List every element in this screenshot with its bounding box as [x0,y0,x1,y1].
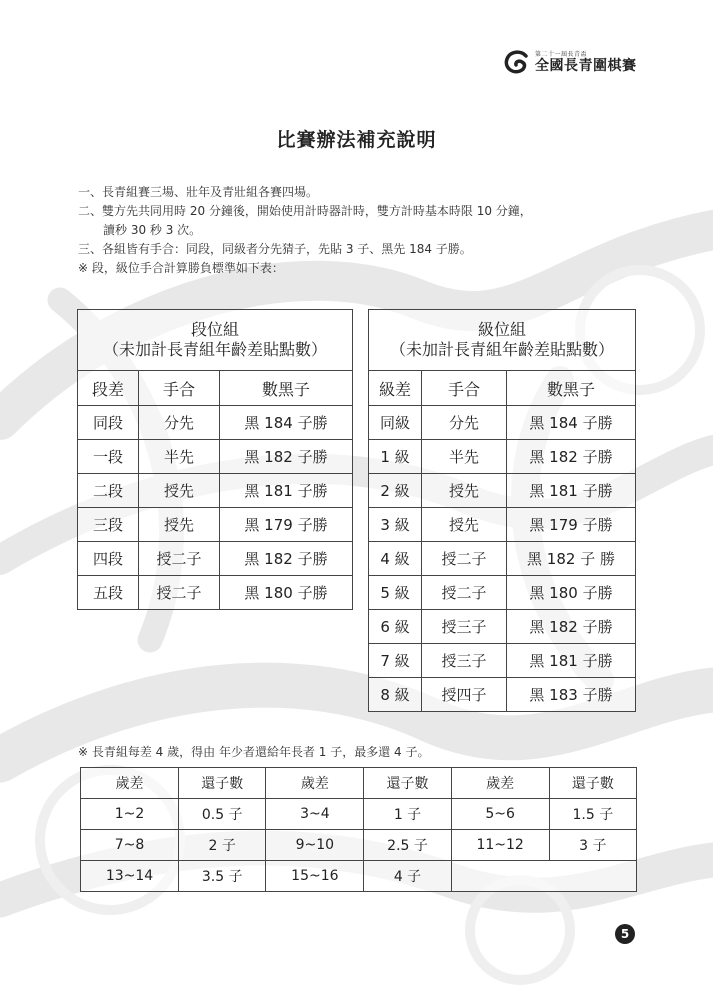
table-cell: 黑 179 子勝 [220,508,353,542]
age-header-cell: 還子數 [364,768,451,799]
table-cell: 授先 [422,474,507,508]
table-row [369,406,636,440]
page-title: 比賽辦法補充說明 [276,129,437,151]
table-cell: 黑 181 子勝 [507,474,636,508]
logo-subtitle: 第二十一屆長青盃 [535,50,588,58]
table-cell: 半先 [139,440,220,474]
dan-level-table [77,309,353,610]
age-handicap-note: ※ 長青組每差 4 歲，得由 年少者還給年長者 1 子，最多還 4 子。 [78,745,430,759]
table-row [78,542,353,576]
table-cell: 1.5 子 [549,799,636,830]
logo-swirl-icon [504,50,530,74]
table-cell: 黑 180 子勝 [220,576,353,610]
kyu-table-title-line1: 級位組 [477,320,526,339]
table-cell: 同級 [369,406,422,440]
table-cell: 授三子 [422,644,507,678]
table-cell: 黑 182 子勝 [507,610,636,644]
table-cell: 授先 [139,474,220,508]
table-cell: 四段 [78,542,139,576]
rule-line: 一、長青組賽三場、壯年及青壯組各賽四場。 [78,185,319,199]
table-cell: 4 級 [369,542,422,576]
table-row [369,678,636,712]
rule-line: 三、各組皆有手合：同段，同級者分先猜子，先貼 3 子、黑先 184 子勝。 [78,242,472,256]
table-cell: 黑 181 子勝 [220,474,353,508]
table-row [78,576,353,610]
table-header-row [81,768,637,799]
table-cell: 11~12 [451,830,549,861]
table-cell: 3 子 [549,830,636,861]
table-row [81,830,637,861]
dan-header-cell: 手合 [139,371,220,406]
table-cell: 8 級 [369,678,422,712]
table-cell: 3.5 子 [179,861,266,892]
table-cell: 黑 182 子勝 [507,440,636,474]
table-row [78,440,353,474]
table-cell: 同段 [78,406,139,440]
table-cell: 黑 181 子勝 [507,644,636,678]
rules-text [78,183,532,278]
table-cell: 1 子 [364,799,451,830]
rule-line: 讀秒 30 秒 3 次。 [103,223,202,237]
table-cell: 13~14 [81,861,179,892]
table-cell: 黑 179 子勝 [507,508,636,542]
event-logo [504,50,637,74]
age-handicap-table [80,767,637,892]
logo-title: 全國長青圍棋賽 [535,57,637,74]
table-cell: 授先 [422,508,507,542]
table-cell: 黑 182 子 勝 [507,542,636,576]
table-cell: 授三子 [422,610,507,644]
rule-line: 二、雙方先共同用時 20 分鐘後，開始使用計時器計時，雙方計時基本時限 10 分鐘， [78,204,532,218]
kyu-header-cell: 級差 [369,371,422,406]
kyu-level-table [368,309,636,712]
table-cell: 3~4 [266,799,364,830]
table-cell: 分先 [422,406,507,440]
table-cell: 黑 182 子勝 [220,542,353,576]
table-cell: 授二子 [139,576,220,610]
table-row [78,508,353,542]
table-row [369,508,636,542]
table-cell: 一段 [78,440,139,474]
table-cell: 黑 184 子勝 [507,406,636,440]
table-cell: 授二子 [139,542,220,576]
table-row [369,644,636,678]
table-row [78,406,353,440]
table-row [369,610,636,644]
table-cell: 5~6 [451,799,549,830]
table-cell: 半先 [422,440,507,474]
table-cell: 黑 184 子勝 [220,406,353,440]
table-cell: 2 級 [369,474,422,508]
table-cell: 5 級 [369,576,422,610]
table-cell: 三段 [78,508,139,542]
age-header-cell: 歲差 [81,768,179,799]
table-cell: 15~16 [266,861,364,892]
age-header-cell: 還子數 [549,768,636,799]
table-cell: 1~2 [81,799,179,830]
table-cell: 6 級 [369,610,422,644]
age-header-cell: 歲差 [451,768,549,799]
table-cell: 2 子 [179,830,266,861]
kyu-header-cell: 數黑子 [507,371,636,406]
table-cell: 2.5 子 [364,830,451,861]
table-cell: 授四子 [422,678,507,712]
table-cell: 五段 [78,576,139,610]
table-cell: 黑 183 子勝 [507,678,636,712]
table-row [369,542,636,576]
table-cell: 授二子 [422,542,507,576]
kyu-header-cell: 手合 [422,371,507,406]
rule-line: ※ 段，級位手合計算勝負標準如下表： [78,261,284,275]
dan-table-title-line1: 段位組 [190,320,239,339]
page-number-badge: 5 [615,924,635,944]
table-cell: 黑 180 子勝 [507,576,636,610]
age-header-cell: 歲差 [266,768,364,799]
dan-header-cell: 段差 [78,371,139,406]
table-cell: 7~8 [81,830,179,861]
table-cell: 7 級 [369,644,422,678]
table-cell: 3 級 [369,508,422,542]
dan-table-title [78,310,353,371]
table-cell: 1 級 [369,440,422,474]
table-row [369,474,636,508]
table-row [369,440,636,474]
table-row [81,799,637,830]
table-cell: 黑 182 子勝 [220,440,353,474]
table-cell: 4 子 [364,861,451,892]
table-cell: 9~10 [266,830,364,861]
age-header-cell: 還子數 [179,768,266,799]
dan-header-cell: 數黑子 [220,371,353,406]
table-cell: 分先 [139,406,220,440]
table-cell: 二段 [78,474,139,508]
kyu-table-title-line2: （未加計長青組年齡差貼點數） [389,340,614,359]
table-row [369,576,636,610]
table-row [81,861,637,892]
dan-table-title-line2: （未加計長青組年齡差貼點數） [102,340,327,359]
table-cell: 授二子 [422,576,507,610]
empty-cell [451,861,636,892]
table-cell: 授先 [139,508,220,542]
kyu-table-title [369,310,636,371]
table-row [78,474,353,508]
table-cell: 0.5 子 [179,799,266,830]
